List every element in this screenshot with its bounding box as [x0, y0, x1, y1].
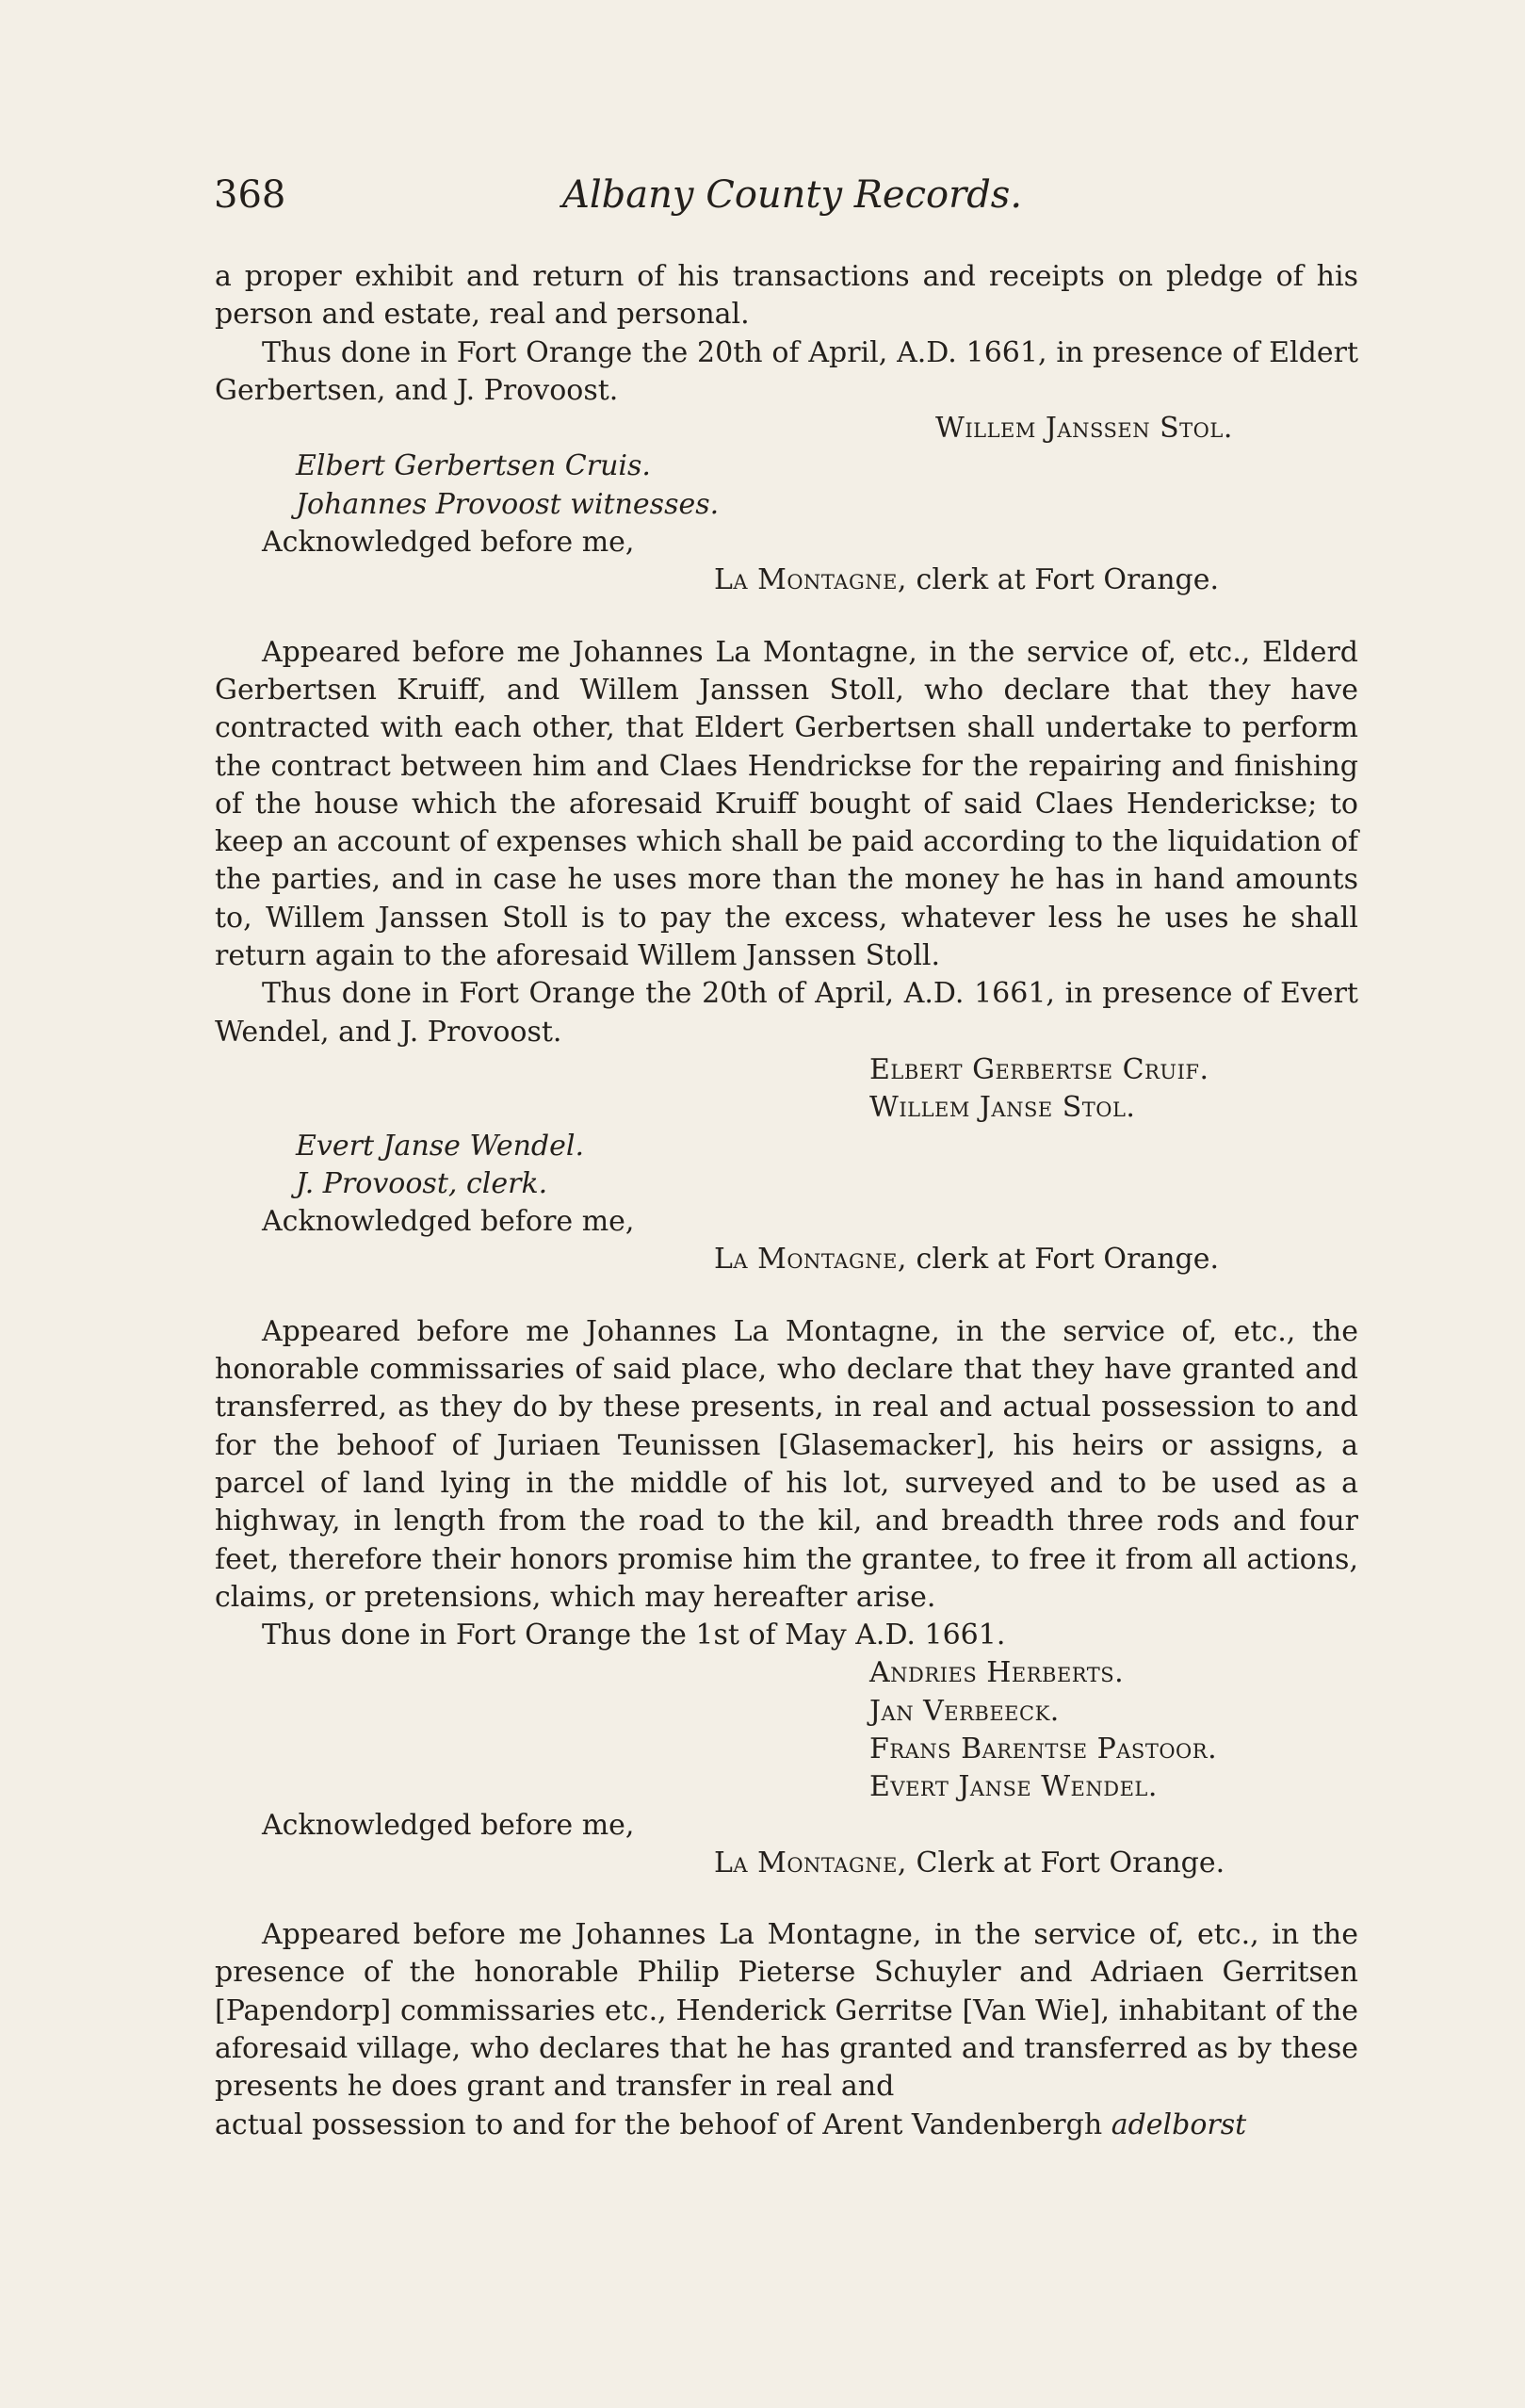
paragraph: Thus done in Fort Orange the 20th of April, A.D. 1661, in presence of Eldert Gerbertsen, and J. Provoost.	[215, 335, 1358, 407]
paragraph: Appeared before me Johannes La Montagne, in the service of, etc., the honorable commissaries of said place, who declare that they have granted and transferred, as they do by these presents, in real and actual possession to and for the behoof of Juriaen Teunissen [Glasemacker], his heirs or assigns, a parcel of land lying in the middle of his lot, surveyed and to be used as a highway, in length from the road to the kil, and breadth three rods and four feet, therefore their honors promise him the grantee, to free it from all actions, claims, or pretensions, which may hereafter arise.	[215, 1314, 1358, 1614]
signature: Willem Janse Stol.	[869, 1091, 1136, 1125]
signature: Jan Verbeeck.	[869, 1694, 1060, 1728]
clerk-name: La Montagne,	[714, 1243, 907, 1277]
signature: Willem Janssen Stol.	[935, 412, 1233, 446]
line-text: actual possession to and for the behoof of Arent Vandenbergh	[215, 2107, 1103, 2141]
clerk-title: Clerk at Fort Orange.	[906, 1846, 1225, 1879]
running-title: Albany County Records.	[562, 173, 1023, 217]
clerk-signature	[215, 1241, 1358, 1278]
page-header	[214, 173, 1354, 220]
paragraph: Thus done in Fort Orange the 20th of April, A.D. 1661, in presence of Evert Wendel, and J. Provoost.	[215, 977, 1358, 1049]
paragraph: Thus done in Fort Orange the 1st of May A.D. 1661.	[262, 1619, 1006, 1652]
clerk-title: clerk at Fort Orange.	[906, 1243, 1220, 1277]
paragraph: Appeared before me Johannes La Montagne, in the service of, etc., Elderd Gerbertsen Kruiff, and Willem Janssen Stoll, who declare that they have contracted with each other, that Eldert Gerbertsen shall undertake to perform the contract between him and Claes Hendrickse for the repairing and finishing of the house which the aforesaid Kruiff bought of said Claes Henderickse; to keep an account of expenses which shall be paid according to the liquidation of the parties, and in case he uses more than the money he has in hand amounts to, Willem Janssen Stoll is to pay the excess, whatever less he uses he shall return again to the aforesaid Willem Janssen Stoll.	[215, 635, 1358, 973]
paragraph-last-line	[215, 2107, 1358, 2144]
signature: Andries Herberts.	[869, 1656, 1125, 1690]
acknowledgement: Acknowledged before me,	[262, 526, 635, 560]
clerk-signature	[215, 561, 1358, 599]
body-text	[215, 258, 1358, 2144]
clerk-name: La Montagne,	[714, 563, 907, 597]
paragraph: a proper exhibit and return of his transactions and receipts on pledge of his person and estate, real and personal.	[215, 260, 1358, 332]
witness-name: Elbert Gerbertsen Cruis.	[296, 449, 651, 483]
signature: Elbert Gerbertse Cruif.	[869, 1052, 1209, 1086]
witness-name: Evert Janse Wendel.	[296, 1129, 585, 1163]
witness-name: J. Provoost, clerk.	[296, 1166, 548, 1200]
signature: Frans Barentse Pastoor.	[869, 1732, 1218, 1765]
clerk-name: La Montagne,	[714, 1846, 907, 1879]
witness-name: Johannes Provoost witnesses.	[296, 487, 720, 521]
paragraph: Appeared before me Johannes La Montagne, in the service of, etc., in the presence of the honorable Philip Pieterse Schuyler and Adriaen Gerritsen [Papendorp] commissaries etc., Henderick Gerritse [Van Wie], inhabitant of the aforesaid village, who declares that he has granted and transferred as by these presents he does grant and transfer in real and	[215, 1918, 1358, 2104]
acknowledgement: Acknowledged before me,	[262, 1808, 635, 1842]
italic-word: adelborst	[1111, 2107, 1247, 2141]
clerk-title: clerk at Fort Orange.	[906, 563, 1220, 597]
clerk-signature	[215, 1845, 1358, 1882]
acknowledgement: Acknowledged before me,	[262, 1205, 635, 1239]
page-number: 368	[214, 173, 286, 217]
signature: Evert Janse Wendel.	[869, 1770, 1158, 1804]
